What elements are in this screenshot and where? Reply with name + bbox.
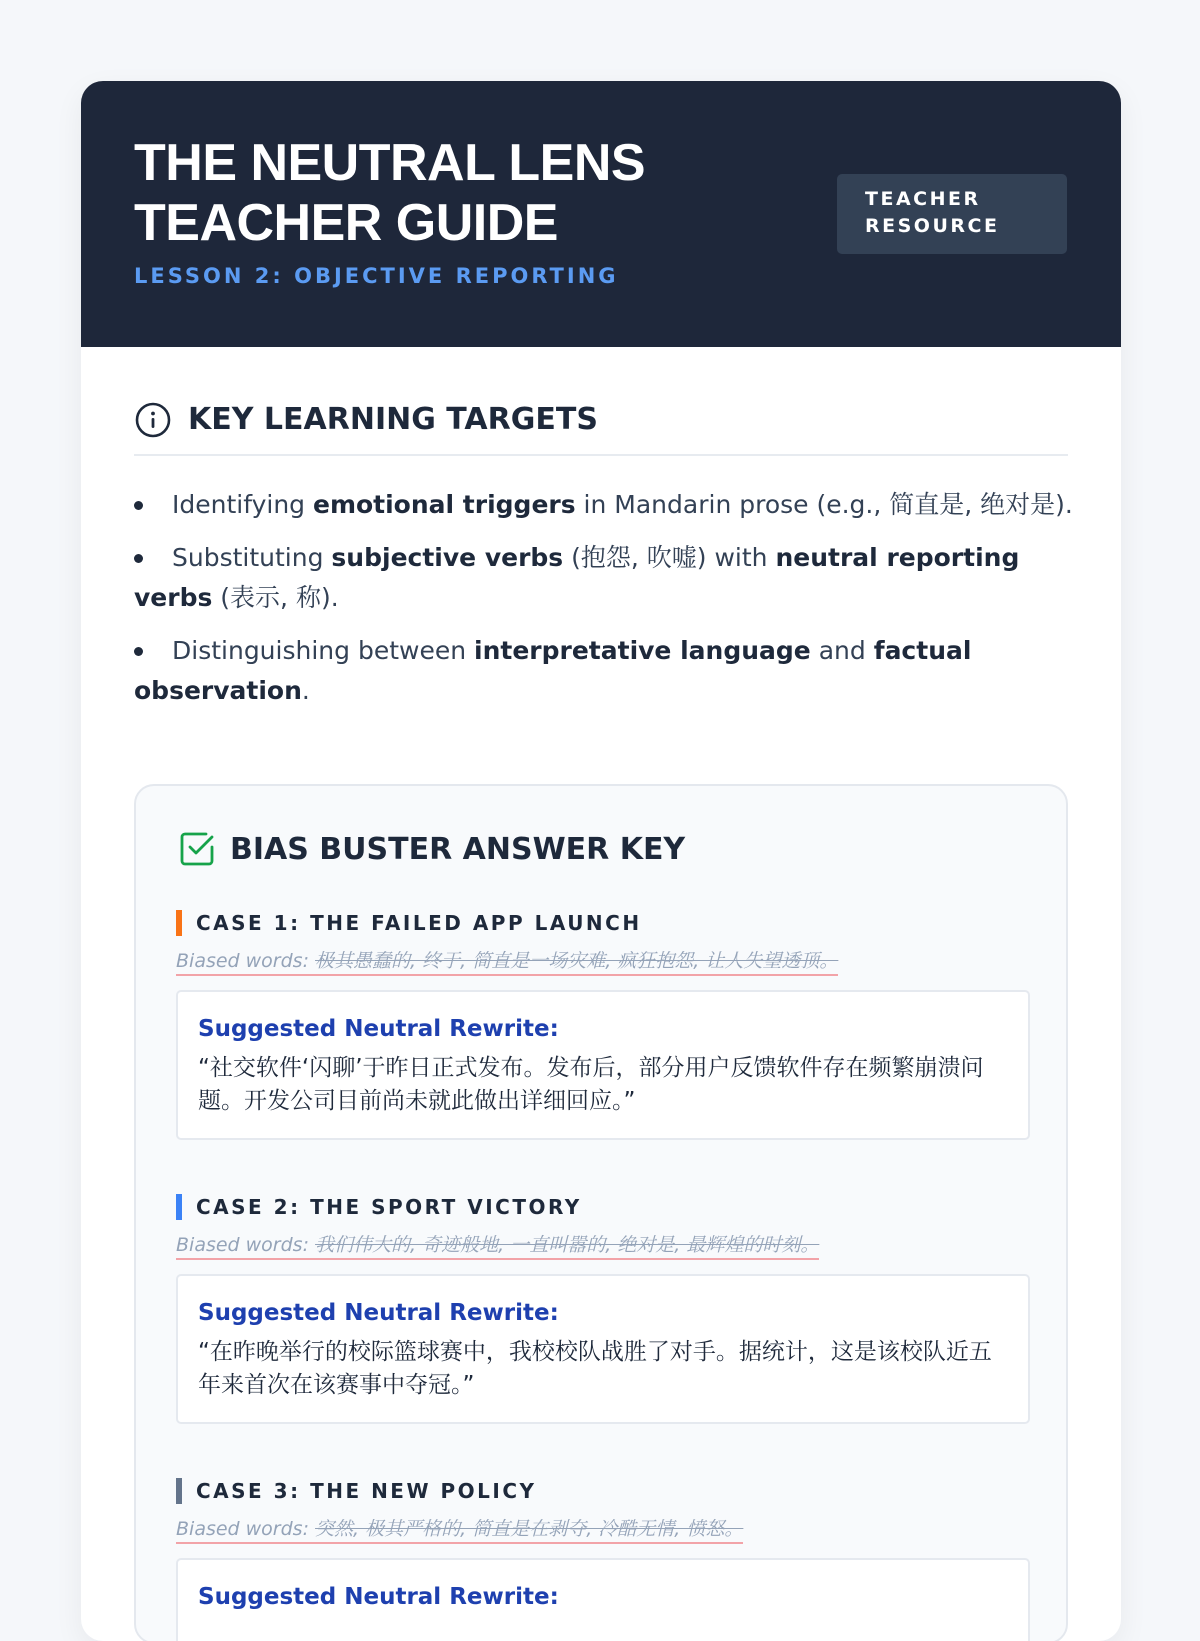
biased-words-list: 极其愚蠢的, 终于, 简直是一场灾难, 疯狂抱怨, 让人失望透顶。 — [315, 950, 839, 972]
list-item — [134, 485, 1074, 525]
rewrite-text: “在昨晚举行的校际篮球赛中，我校校队战胜了对手。据统计，这是该校队近五年来首次在该赛事中夺冠。” — [198, 1339, 992, 1398]
checkbox-check-icon — [178, 830, 216, 868]
target-emphasis: interpretative language — [474, 636, 811, 665]
rewrite-label: Suggested Neutral Rewrite: — [198, 1300, 559, 1326]
target-text: (表示, 称). — [212, 583, 339, 612]
biased-prefix: Biased words: — [176, 950, 316, 972]
answer-key-panel — [134, 784, 1068, 1641]
title-line-2: TEACHER GUIDE — [134, 194, 558, 252]
biased-words — [176, 948, 838, 976]
case-title: CASE 1: THE FAILED APP LAUNCH — [196, 911, 642, 935]
target-text: in Mandarin prose (e.g., 简直是, 绝对是). — [575, 490, 1073, 519]
case-title: CASE 2: THE SPORT VICTORY — [196, 1195, 582, 1219]
learning-targets-list — [134, 485, 1074, 724]
case-3 — [176, 1478, 1030, 1641]
badge-line-1: TEACHER — [865, 188, 981, 210]
case-accent-bar — [176, 1478, 182, 1504]
biased-words-list: 我们伟大的, 奇迹般地, 一直叫嚣的, 绝对是, 最辉煌的时刻。 — [315, 1234, 820, 1256]
case-1 — [176, 910, 1030, 1140]
rewrite-text: “社交软件‘闪聊’于昨日正式发布。发布后，部分用户反馈软件存在频繁崩溃问题。开发公司目前尚未就此做出详细回应。” — [198, 1055, 984, 1114]
rewrite-box — [176, 990, 1030, 1140]
case-accent-bar — [176, 1194, 182, 1220]
list-item — [134, 631, 1074, 711]
target-text: . — [301, 676, 310, 705]
target-text: (抱怨, 吹嘘) with — [563, 543, 776, 572]
teacher-guide-card — [81, 81, 1121, 1641]
case-title: CASE 3: THE NEW POLICY — [196, 1479, 537, 1503]
case-label — [176, 1194, 1030, 1220]
rewrite-label: Suggested Neutral Rewrite: — [198, 1016, 559, 1042]
info-icon — [134, 401, 172, 439]
rewrite-box — [176, 1274, 1030, 1424]
target-emphasis: neutral reporting verbs — [134, 543, 1020, 612]
biased-prefix: Biased words: — [176, 1234, 316, 1256]
badge-line-2: RESOURCE — [865, 215, 1000, 237]
biased-words — [176, 1232, 819, 1260]
biased-prefix: Biased words: — [176, 1518, 316, 1540]
target-text: Distinguishing between — [172, 636, 475, 665]
target-emphasis: factual observation — [134, 636, 972, 705]
lesson-subtitle: LESSON 2: OBJECTIVE REPORTING — [134, 264, 619, 288]
target-emphasis: subjective verbs — [331, 543, 564, 572]
biased-words-list: 突然, 极其严格的, 简直是在剥夺, 冷酷无情, 愤怒。 — [315, 1518, 744, 1540]
case-2 — [176, 1194, 1030, 1424]
list-item — [134, 538, 1074, 618]
case-label — [176, 1478, 1030, 1504]
learning-targets-heading — [134, 401, 1068, 456]
biased-words — [176, 1516, 743, 1544]
page-title — [134, 133, 694, 253]
guide-header — [81, 81, 1121, 347]
target-text: and — [810, 636, 874, 665]
teacher-resource-badge — [837, 174, 1067, 254]
target-emphasis: emotional triggers — [312, 490, 576, 519]
case-accent-bar — [176, 910, 182, 936]
answer-key-title: BIAS BUSTER ANSWER KEY — [230, 831, 686, 867]
title-line-1: THE NEUTRAL LENS — [134, 134, 646, 192]
answer-key-heading — [178, 830, 685, 868]
target-text: Substituting — [172, 543, 332, 572]
case-label — [176, 910, 1030, 936]
target-text: Identifying — [172, 490, 313, 519]
rewrite-label: Suggested Neutral Rewrite: — [198, 1584, 559, 1610]
learning-targets-title: KEY LEARNING TARGETS — [188, 402, 598, 437]
